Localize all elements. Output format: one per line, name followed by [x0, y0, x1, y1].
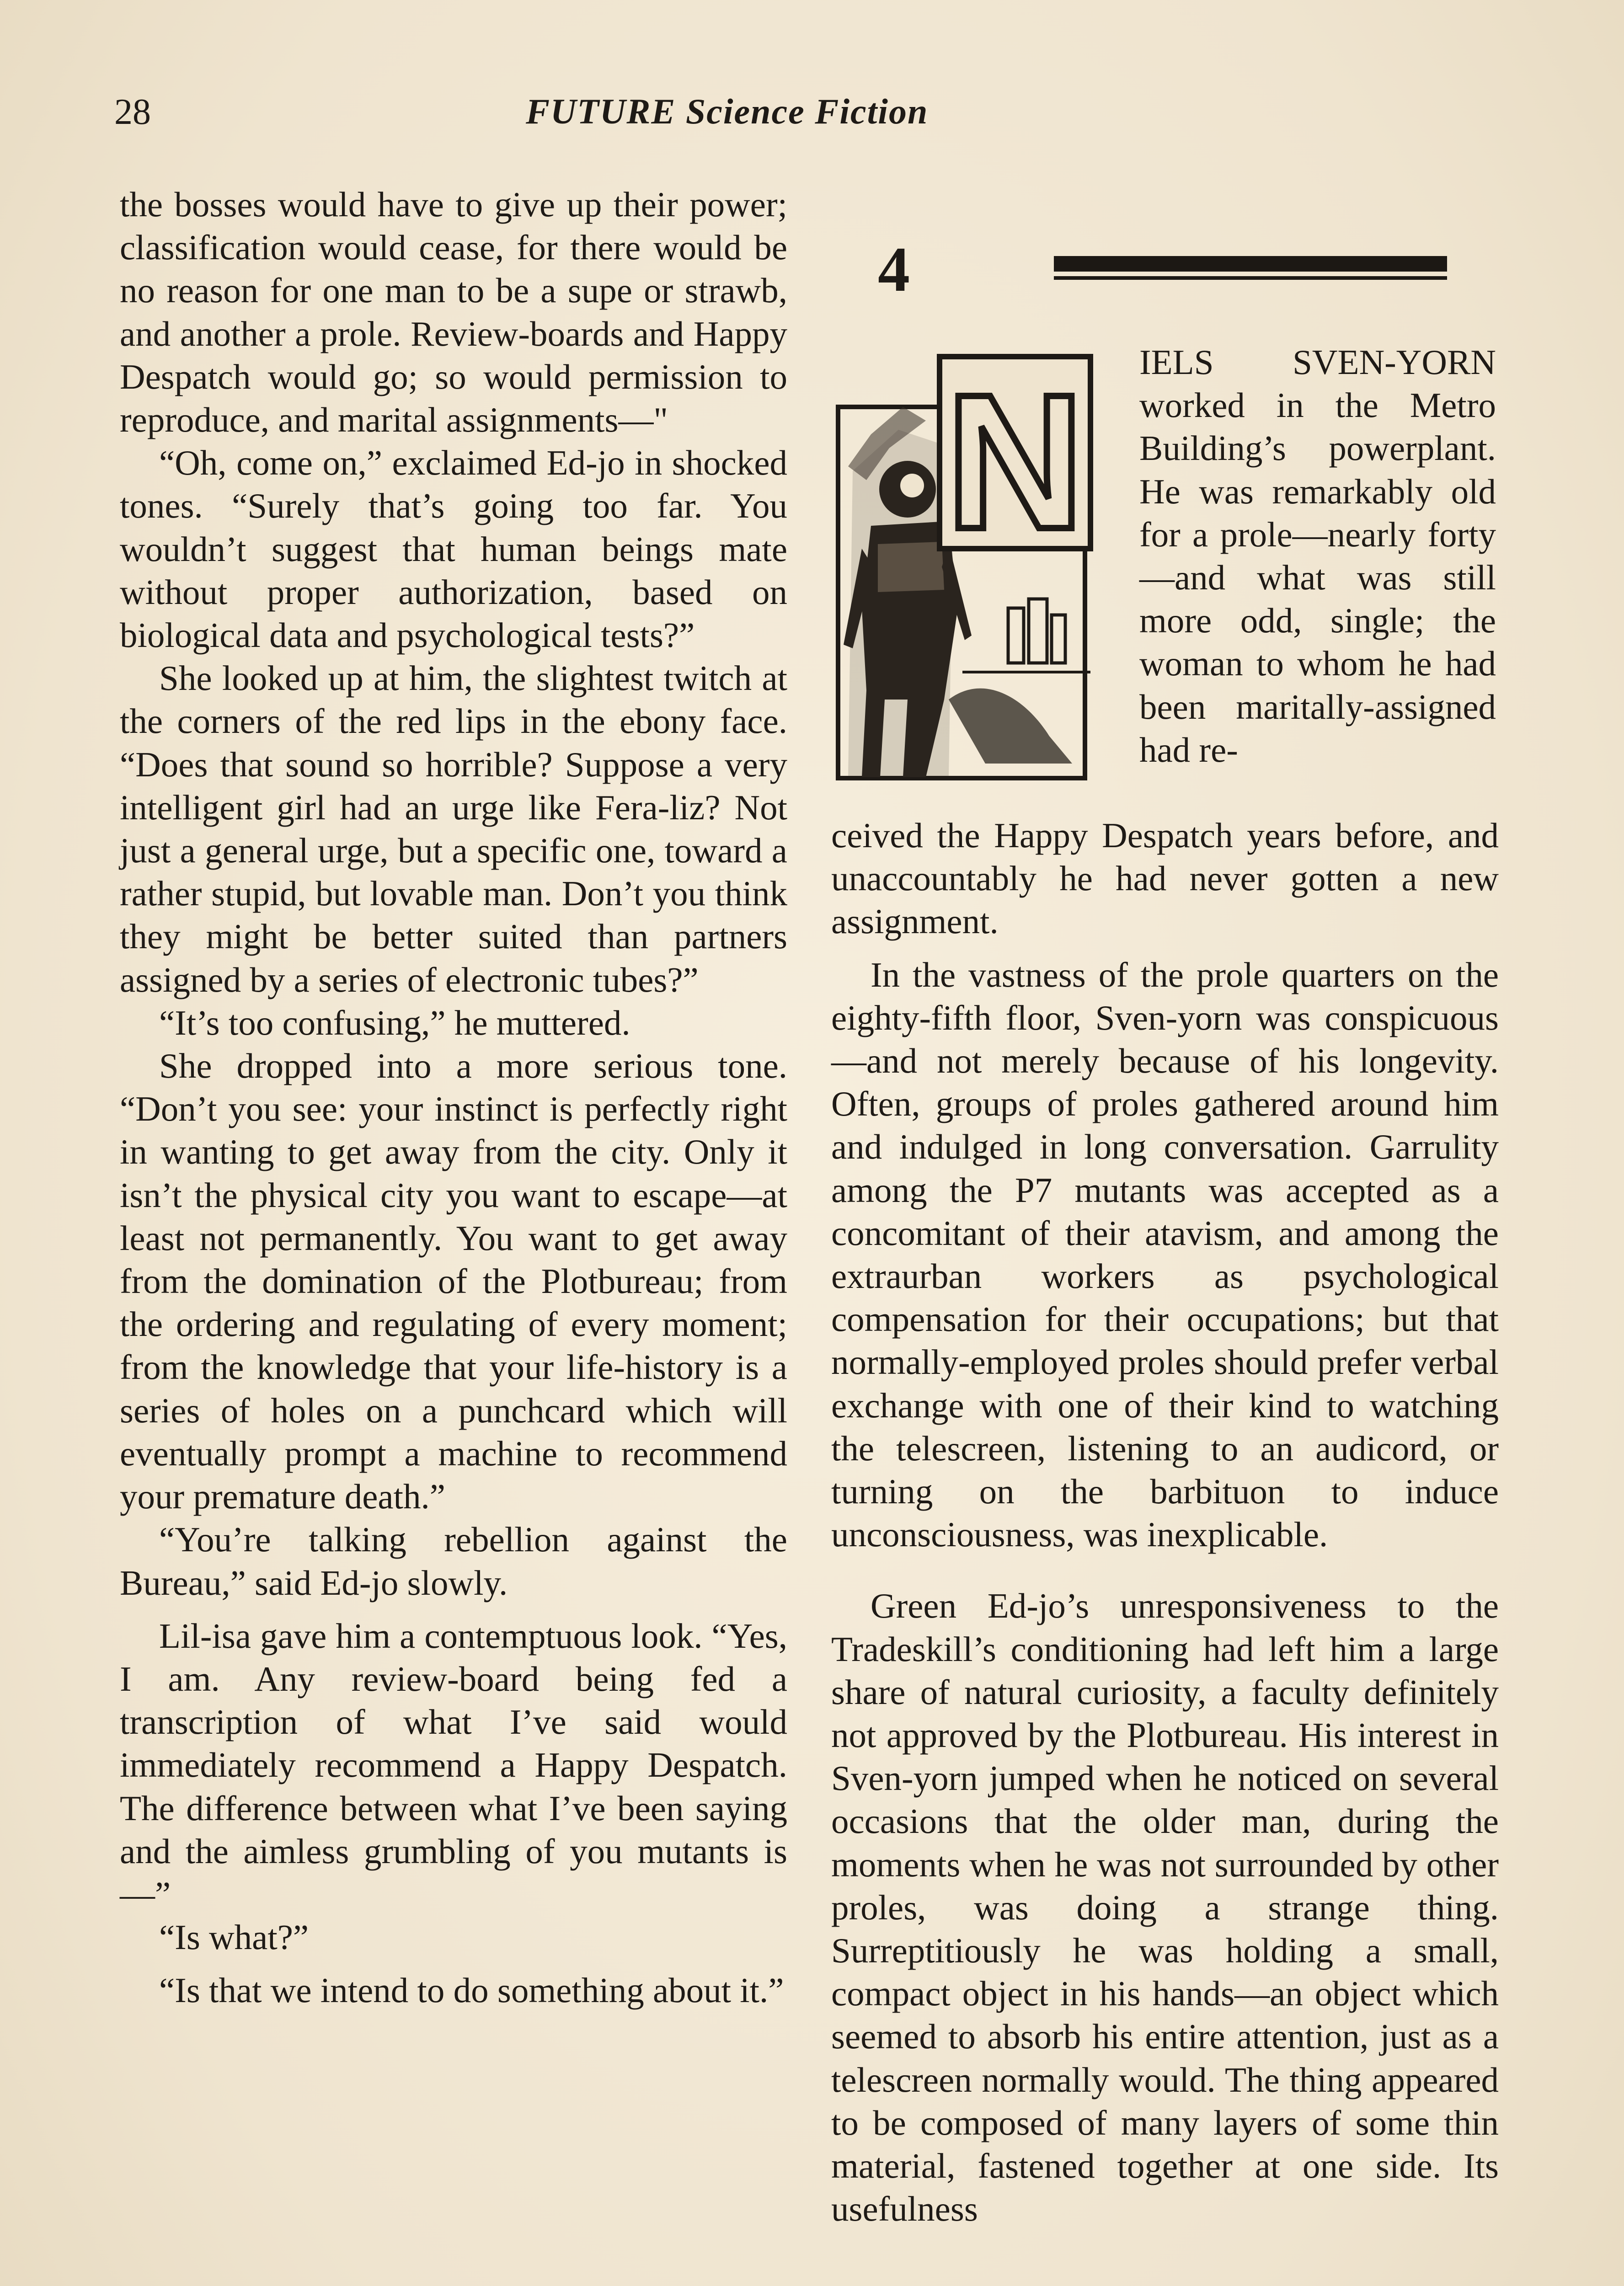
paragraph: “You’re talking rebellion against the Bureau,” said Ed-jo slowly.	[120, 1520, 787, 1602]
paragraph: “Is what?”	[159, 1917, 309, 1957]
paragraph: In the vastness of the prole quarters on the eighty-fifth floor, Sven-yorn was conspicuous—and not merely because of his longevity. Often, groups of proles gathered around him and indulged in long conversation. Garrulity among the P7 mutants was accepted as a concomitant of their atavism, and among the extraurban workers as psychological compensation for their occupations; but that normally-employed proles should prefer verbal exchange with one of their kind to watching the telescreen, listening to an audicord, or turning on the barbituon to induce unconsciousness, was inexplicable.	[831, 955, 1499, 1554]
dropcap-illustration-svg	[834, 352, 1095, 782]
rule-thin-bar	[1054, 276, 1447, 280]
city-towers-icon	[962, 599, 1090, 672]
dropcap-text	[1139, 341, 1496, 771]
rule-thick-bar	[1054, 256, 1447, 272]
paragraph: “It’s too confusing,” he muttered.	[159, 1003, 630, 1042]
paragraph: ceived the Happy Despatch years before, and unaccountably he had never gotten a new assignment.	[831, 816, 1499, 941]
chapter-rule	[1054, 256, 1447, 283]
paragraph: Lil-isa gave him a contemptuous look. “Yes, I am. Any review-board being fed a transcription of what I’ve said would immediately recommend a Happy Despatch. The difference between what I’ve been saying and the aimless grumbling of you mutants is—”	[120, 1616, 787, 1914]
chapter-number: 4	[878, 234, 910, 305]
page-number: 28	[114, 92, 151, 132]
paragraph: She dropped into a more serious tone. “Don’t you see: your instinct is perfectly right in wanting to get away from the city. Only it isn’t the physical city you want to escape—at least not permanently. You want to get away from the domination of the Plotbureau; from the ordering and regulating of every moment; from the knowledge that your life-history is a series of holes on a punchcard which will eventually prompt a machine to recommend your premature death.”	[120, 1046, 787, 1517]
running-title: FUTURE Science Fiction	[526, 91, 929, 131]
right-column	[831, 814, 1499, 2231]
paragraph: She looked up at him, the slightest twitch at the corners of the red lips in the ebony face. “Does that sound so horrible? Suppose a very intelligent girl had an urge like Fera-liz? Not just a general urge, but a specific one, toward a rather stupid, but lovable man. Don’t you think they might be better suited than partners assigned by a series of electronic tubes?”	[120, 658, 787, 999]
left-column	[120, 183, 787, 2012]
dropcap-letter-n	[940, 355, 1090, 569]
paragraph: Green Ed-jo’s unresponsiveness to the Tradeskill’s conditioning had left him a large share of natural curiosity, a faculty definitely not approved by the Plotbureau. His interest in Sven-yorn jumped when he noticed on several occasions that the older man, during the moments when he was not surrounded by other proles, was doing a strange thing. Surreptitiously he was holding a small, compact object in his hands—an object which seemed to absorb his entire attention, just as a telescreen normally would. The thing appeared to be composed of many layers of some thin material, fastened together at one side. Its usefulness	[831, 1586, 1499, 2229]
paragraph: IELS SVEN-YORN worked in the Metro Building’s powerplant. He was remarkably old for a prole—nearly forty —and what was still more odd, single; the woman to whom he had been maritally-assigned had re-	[1139, 342, 1496, 769]
dropcap-illustration	[834, 352, 1095, 782]
dropcap-letter: N	[946, 355, 1084, 569]
chapter-heading	[873, 234, 1504, 311]
paragraph: the bosses would have to give up their power; classification would cease, for there would be no reason for one man to be a supe or strawb, and another a prole. Review-boards and Happy Despatch would go; so would permission to reproduce, and marital assignments—"	[120, 185, 787, 440]
paragraph: “Oh, come on,” exclaimed Ed-jo in shocked tones. “Surely that’s going too far. You wouldn’t suggest that human beings mate without proper authorization, based on biological data and psychological tests?”	[120, 443, 787, 655]
paragraph: “Is that we intend to do something about it.”	[159, 1971, 784, 2010]
